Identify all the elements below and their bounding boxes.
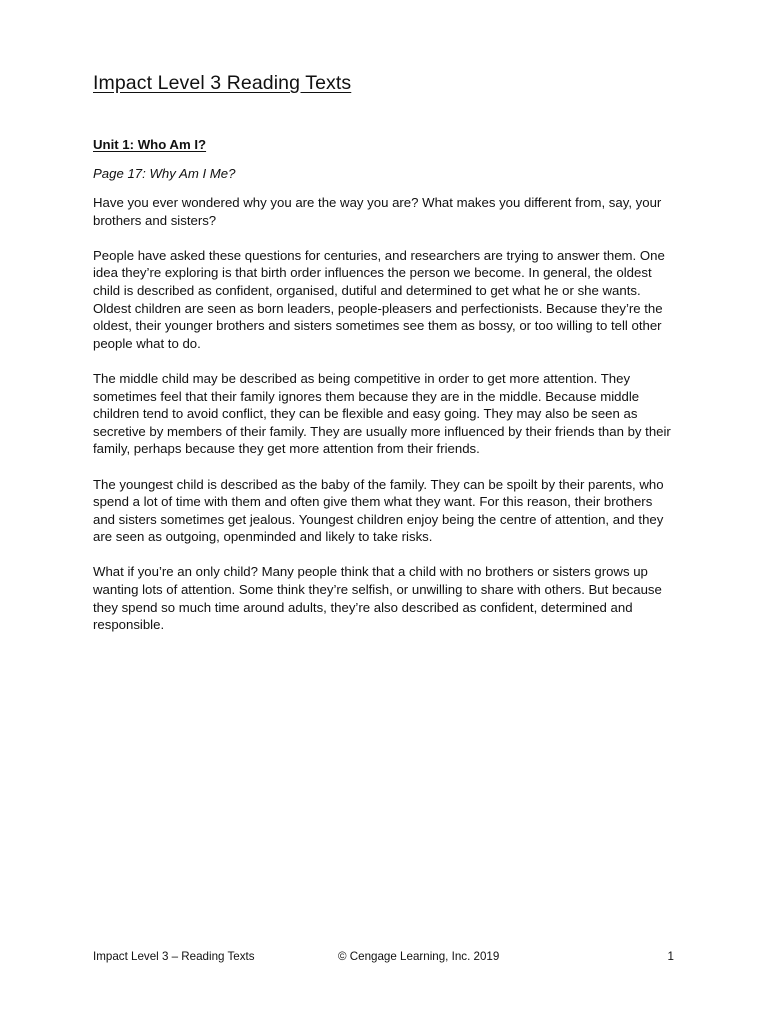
- paragraph-only-child: What if you’re an only child? Many people think that a child with no brothers or sisters grows up wanting lots of attention. Some think they’re selfish, or unwilling to share with others. But because they spend so much time around adults, they’re also described as confident, determined and responsible.: [93, 564, 662, 633]
- document-title: Impact Level 3 Reading Texts: [93, 72, 352, 94]
- page-footer: [0, 948, 768, 966]
- unit-heading: Unit 1: Who Am I?: [93, 137, 207, 152]
- paragraph-intro: Have you ever wondered why you are the way you are? What makes you different from, say, your brothers and sisters?: [93, 195, 662, 228]
- footer-page-number: 1: [667, 950, 674, 963]
- paragraph-youngest-child: The youngest child is described as the baby of the family. They can be spoilt by their parents, who spend a lot of time with them and often give them what they want. For this reason, their brothers and sisters sometimes get jealous. Youngest children enjoy being the centre of attention, and they are seen as outgoing, openminded and likely to take risks.: [93, 476, 664, 545]
- page-reference: [93, 165, 677, 183]
- paragraph-middle-child: The middle child may be described as being competitive in order to get more attention. They sometimes feel that their family ignores them because they are in the middle. Because middle children tend to avoid conflict, they can be flexible and easy going. They may also be seen as secretive by members of their family. They are usually more influenced by their friends than by their family, perhaps because they get more attention from their friends.: [93, 370, 671, 457]
- page-reference-prefix: Page 17:: [93, 166, 150, 181]
- footer-document-name: Impact Level 3 – Reading Texts: [93, 950, 255, 963]
- footer-copyright: © Cengage Learning, Inc. 2019: [338, 950, 500, 963]
- paragraph-oldest-child: People have asked these questions for centuries, and researchers are trying to answer them. One idea they’re exploring is that birth order influences the person we become. In general, the oldest child is described as confident, organised, dutiful and determined to get what he or she wants. Oldest children are seen as born leaders, people-pleasers and perfectionists. Because they’re the oldest, their younger brothers and sisters sometimes see them as bossy, or too willing to tell other people what to do.: [93, 247, 665, 351]
- page-reference-title: Why Am I Me?: [149, 166, 236, 181]
- document-body: [93, 136, 677, 651]
